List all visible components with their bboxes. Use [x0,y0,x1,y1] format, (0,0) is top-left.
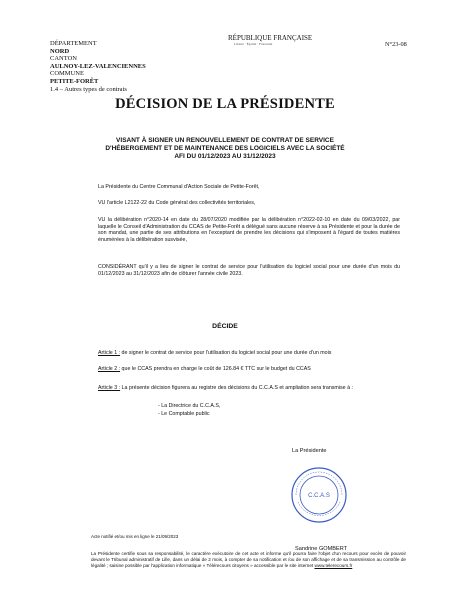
telerecours-link[interactable]: www.telerecours.fr [314,563,353,569]
article-3 [98,385,400,392]
notification-date: Acte notifié et/ou mis en ligne le 21/09/2023 [91,534,179,539]
article-1-label: Article 1 : [98,350,121,356]
canton-label: CANTON [50,55,77,63]
article-3-label: Article 3 : [98,385,121,391]
commune-label: COMMUNE [50,70,84,78]
subject-line-1: VISANT À SIGNER UN RENOUVELLEMENT DE CONTRAT DE SERVICE [116,137,334,144]
article-1-text: de signer le contrat de service pour l'utilisation du logiciel social pour une durée d'un mois [120,350,332,356]
legal-notice [91,551,406,569]
vu-deliberation-paragraph: VU la délibération n°2020-14 en date du 28/07/2020 modifiée par la délibération n°2022-02-10 en date du 09/03/2022, par laquelle le Conseil d'Administration du CCAS de Petite-Forêt a délégué sans aucune réserve à sa Présidente et pour la durée de son mandat, une partie de ses attributions en l'exceptant de prendre les décisions qui s'imposent à l'égard de toutes matières énumérées à la délibération susvisée, [98,217,400,243]
article-3-text: La présente décision figurera au registre des décisions du C.C.A.S et ampliation sera transmise à : [120,385,353,391]
article-2-text: que le CCAS prendra en charge le coût de 126.84 € TTC sur le budget du CCAS [120,366,311,372]
article-2-label: Article 2 : [98,366,121,372]
header-admin-block [50,40,146,93]
legal-notice-text: La Présidente certifie sous sa responsabilité, le caractère exécutoire de cet acte et informe qu'il pourra faire l'objet d'un recours pour excès de pouvoir devant le Tribunal administratif de Lille, dans un délai de 2 mois, à compter de sa notification et /ou de son affichage et de sa transmission au contrôle de légalité ; saisine possible par l'application informatique « Télérecours citoyens » accessible par le site internet [91,551,406,569]
considerant-paragraph: CONSIDÉRANT qu'il y a lieu de signer le contrat de service pour l'utilisation du logiciel social pour une durée d'un mois du 01/12/2023 au 31/12/2023 afin de clôturer l'année civile 2023. [98,264,400,277]
departement-label: DÉPARTEMENT [50,40,97,47]
act-category: 1.4 – Autres types de contrats [50,85,127,93]
vu-article-paragraph: VU l'article L2122-22 du Code général des collectivités territoriales, [98,200,256,206]
article-2 [98,366,400,373]
recipient-accountant: - Le Comptable public [158,411,210,417]
recipient-director: - La Directrice du C.C.A.S, [158,403,221,409]
subject-line-2: D'HÉBERGEMENT ET DE MAINTENANCE DES LOGICIELS AVEC LA SOCIÉTÉ [105,145,345,152]
republic-motto: Liberté · Égalité · Fraternité [234,42,273,46]
departement-name: NORD [50,47,70,55]
decide-heading: DÉCIDE [212,323,238,330]
decision-subject [60,137,390,161]
preamble-paragraph: La Présidente du Centre Communal d'Action Sociale de Petite-Forêt, [98,184,260,190]
canton-name: AULNOY-LEZ-VALENCIENNES [50,62,146,70]
commune-name: PETITE-FORÊT [50,77,99,85]
signatory-name: Sandrine GOMBERT [295,546,348,552]
stamp-label: C.C.A.S [308,493,330,499]
republic-heading: RÉPUBLIQUE FRANÇAISE [228,34,313,42]
decision-number: N°23-08 [385,41,407,48]
article-1 [98,350,400,357]
signature-title: La Présidente [292,448,327,454]
page-title: DÉCISION DE LA PRÉSIDENTE [115,96,335,112]
subject-line-3: AFI DU 01/12/2023 AU 31/12/2023 [174,153,276,160]
ccas-stamp [290,466,348,524]
